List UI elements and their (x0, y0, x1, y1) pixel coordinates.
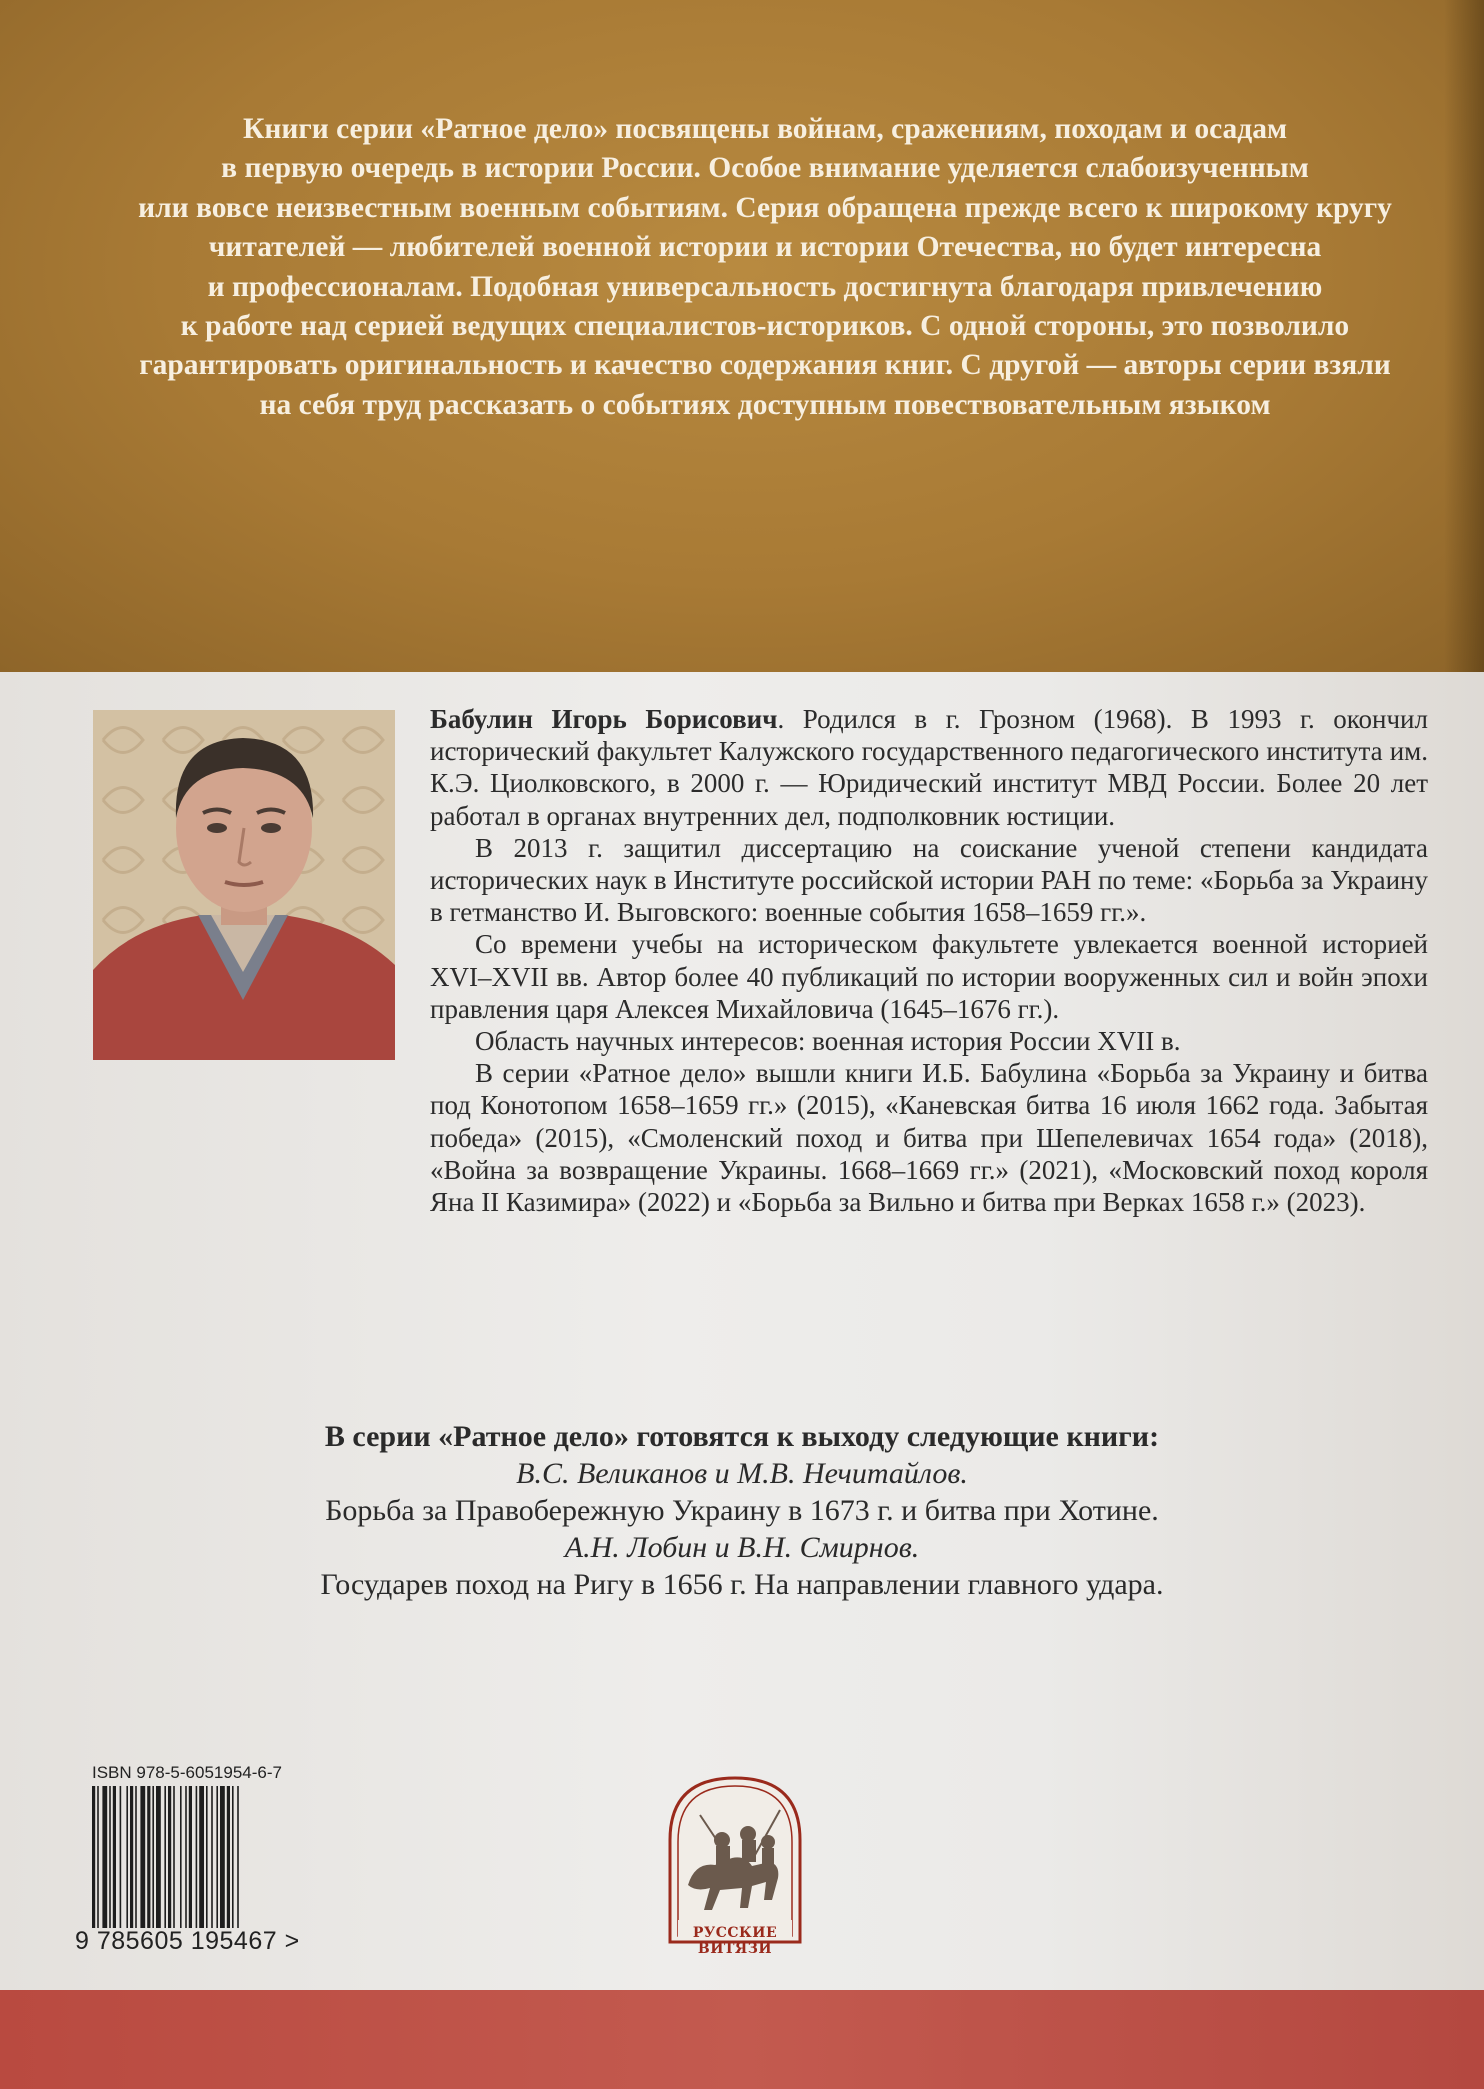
barcode (90, 1786, 295, 1928)
book-title: Государев поход на Ригу в 1656 г. На направлении главного удара. (320, 1568, 1164, 1601)
publisher-name: РУССКИЕ ВИТЯЗИ (692, 1925, 778, 1957)
series-line: в первую очередь в истории России. Особое внимание уделяется слабоизученным (221, 152, 1309, 185)
author-bio (430, 703, 1428, 1218)
upcoming-heading: В серии «Ратное дело» готовятся к выходу следующие книги: (324, 1420, 1160, 1453)
book-authors: А.Н. Лобин и В.Н. Смирнов. (564, 1531, 920, 1564)
barcode-digits: 9 785605 195467 > (75, 1927, 300, 1955)
spine-shadow (1444, 0, 1484, 672)
series-line: или вовсе неизвестным военным событиям. Серия обращена прежде всего к широкому кругу (138, 191, 1392, 224)
bio-paragraph: Область научных интересов: военная история России XVII в. (475, 1026, 1181, 1057)
book-authors: В.С. Великанов и М.В. Нечитайлов. (516, 1457, 968, 1490)
publisher-logo-icon (660, 1770, 810, 1950)
bio-paragraph: В 2013 г. защитил диссертацию на соискание ученой степени кандидата исторических наук в Институте российской истории РАН по теме: «Борьба за Украину в гетманство И. Выговского: военные события 1658–1659 гг.». (430, 832, 1428, 928)
series-line: к работе над серией ведущих специалистов-историков. С одной стороны, это позволило (180, 310, 1350, 343)
bio-paragraph (430, 703, 1428, 832)
upcoming-books (160, 1418, 1324, 1603)
bio-text: . Родился в г. Грозном (1968). В 1993 г. окончил исторический факультет Калужского государственного педагогического института им. К.Э. Циолковского, в 2000 г. — Юридический институт МВД России. Более 20 лет работал в органах внутренних дел, подполковник юстиции. (430, 704, 1428, 831)
series-line: Книги серии «Ратное дело» посвящены войнам, сражениям, походам и осадам (242, 113, 1288, 145)
series-line: на себя труд рассказать о событиях доступным повествовательным языком (259, 388, 1271, 421)
book-title: Борьба за Правобережную Украину в 1673 г. и битва при Хотине. (325, 1494, 1159, 1527)
isbn-label: ISBN 978-5-6051954-6-7 (92, 1763, 282, 1782)
bio-paragraph: Со времени учебы на историческом факультете увлекается военной историей XVI–XVII вв. Автор более 40 публикаций по истории вооруженных сил и войн эпохи правления царя Алексея Михайловича (1645–1676 гг.). (430, 929, 1428, 1024)
series-line: гарантировать оригинальность и качество содержания книг. С другой — авторы серии взяли (139, 349, 1391, 382)
bio-paragraph: В серии «Ратное дело» вышли книги И.Б. Бабулина «Борьба за Украину и битва под Конотопом 1658–1659 гг.» (2015), «Каневская битва 16 июля 1662 года. Забытая победа» (2015), «Смоленский поход и битва при Шепелевичах 1654 года» (2018), «Война за возвращение Украины. 1668–1669 гг.» (2021), «Московский поход короля Яна II Казимира» (2022) и «Борьба за Вильно и битва при Верках 1658 г.» (2023). (430, 1058, 1428, 1218)
author-photo (93, 710, 395, 1060)
bottom-band (0, 1990, 1484, 2089)
series-description (95, 110, 1435, 425)
author-name: Бабулин Игорь Борисович (430, 704, 778, 734)
series-line: и профессионалам. Подобная универсальность достигнута благодаря привлечению (207, 270, 1323, 303)
series-line: читателей — любителей военной истории и истории Отечества, но будет интересна (208, 231, 1322, 264)
